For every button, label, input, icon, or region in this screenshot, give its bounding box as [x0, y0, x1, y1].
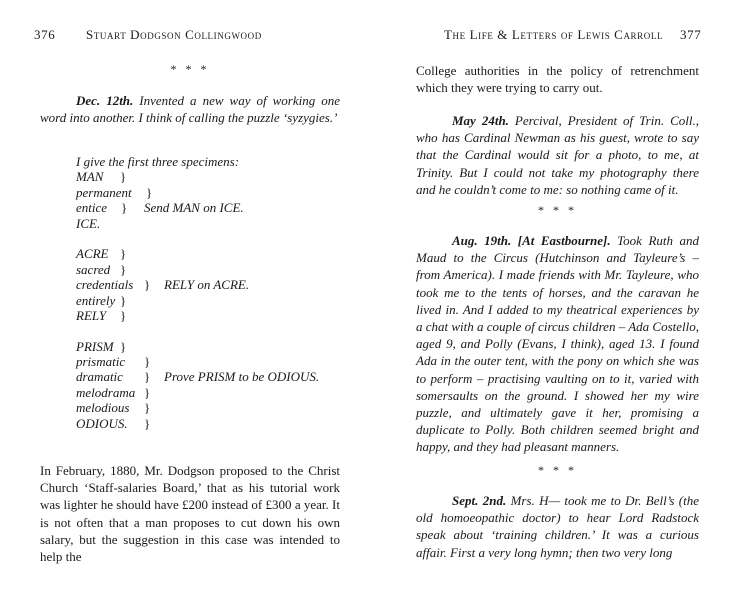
dec-date: Dec. 12th. [76, 93, 134, 108]
paragraph-continuation: College authorities in the policy of retrenchment which they were trying to carry out. [416, 63, 699, 96]
feb-1880-paragraph: In February, 1880, Mr. Dodgson proposed to the Christ Church ‘Staff-salaries Board,’ that as his tutorial work was lighter he should have £200 instead of £300 a year. It is not often that a man proposes to cut down his own salary, but the suggestion in this case was intended to help the [40, 463, 340, 565]
right-page [416, 0, 702, 600]
sept-date: Sept. 2nd. [452, 493, 507, 508]
running-title-right: The Life & Letters of Lewis Carroll [444, 27, 664, 42]
aug-date: Aug. 19th. [At Eastbourne]. [452, 233, 611, 248]
puzzle-note: Send MAN on ICE. [144, 200, 244, 216]
page-number-right: 377 [680, 27, 702, 42]
may-date: May 24th. [452, 113, 509, 128]
sept-entry [416, 492, 699, 561]
left-page: 376 Stuart Dodgson Collingwood * * * Dec. 12th. Invented a new way of working one word into another. I think of calling the puzzle ‘syzygies.’ I give the first three specimens: MAN } permanent } entice } Send MAN on ICE. ICE. ACRE } sacred } credentials } RELY on ACRE. entirely } RELY } PRISM } prismatic } dramatic } Prove PRISM to be ODIOUS. melodrama } melodious } ODIOUS. } In February, 1880, Mr. Dodgson proposed to the Christ Church ‘Staff-salaries Board,’ that as his tutorial work was lighter he should have £200 instead of £300 a year. It is not often that a man proposes to cut down his own salary, but the suggestion in this case was intended to help the [34, 27, 340, 565]
section-break-2: * * * [538, 463, 577, 477]
running-title-left: Stuart Dodgson Collingwood [86, 27, 262, 42]
may-entry [416, 112, 699, 198]
section-break-1: * * * [538, 203, 577, 217]
dec-entry [40, 92, 340, 126]
sept-text: Mrs. H— took me to Dr. Bell’s (the old homoeopathic doctor) to hear Lord Radstock speak about ‘training children.’ It was a curious affair. First a very long hymn; then two very long [416, 493, 699, 560]
section-break-top: * * * [170, 62, 210, 76]
aug-entry [416, 232, 699, 456]
dec-text: Invented a new way of working one word into another. I think of calling the puzzle ‘syzygies.’ [40, 93, 340, 126]
aug-text: Took Ruth and Maud to the Circus (Hutchinson and Tayleure’s – from America). I made friends with Mr. Tayleure, who took me to the tents of horses, and the caravan he lived in. And I added to my theatrical experiences by a chat with a couple of circus children – Ada Costello, aged 9, and Polly (Evans, I think), aged 13. I found Ada in the outer tent, with the pony on which she was to perform – practising vaulting on to it, varied with somersaults on the ground. I showed her my wire puzzle, and ultimately gave it her, promising a duplicate to Polly. Both children seemed bright and happy, and they had pleasant manners. [416, 233, 700, 455]
puzzle-note: Prove PRISM to be ODIOUS. [164, 369, 320, 385]
puzzle-note: RELY on ACRE. [164, 277, 250, 293]
page-number-left: 376 [34, 27, 56, 42]
may-text: Percival, President of Trin. Coll., who has Cardinal Newman as his guest, wrote to say that the Cardinal would sit for a photo, to me, at Trinity. But I could not take my photography there and he couldn’t come to me: so nothing came of it. [416, 113, 699, 197]
